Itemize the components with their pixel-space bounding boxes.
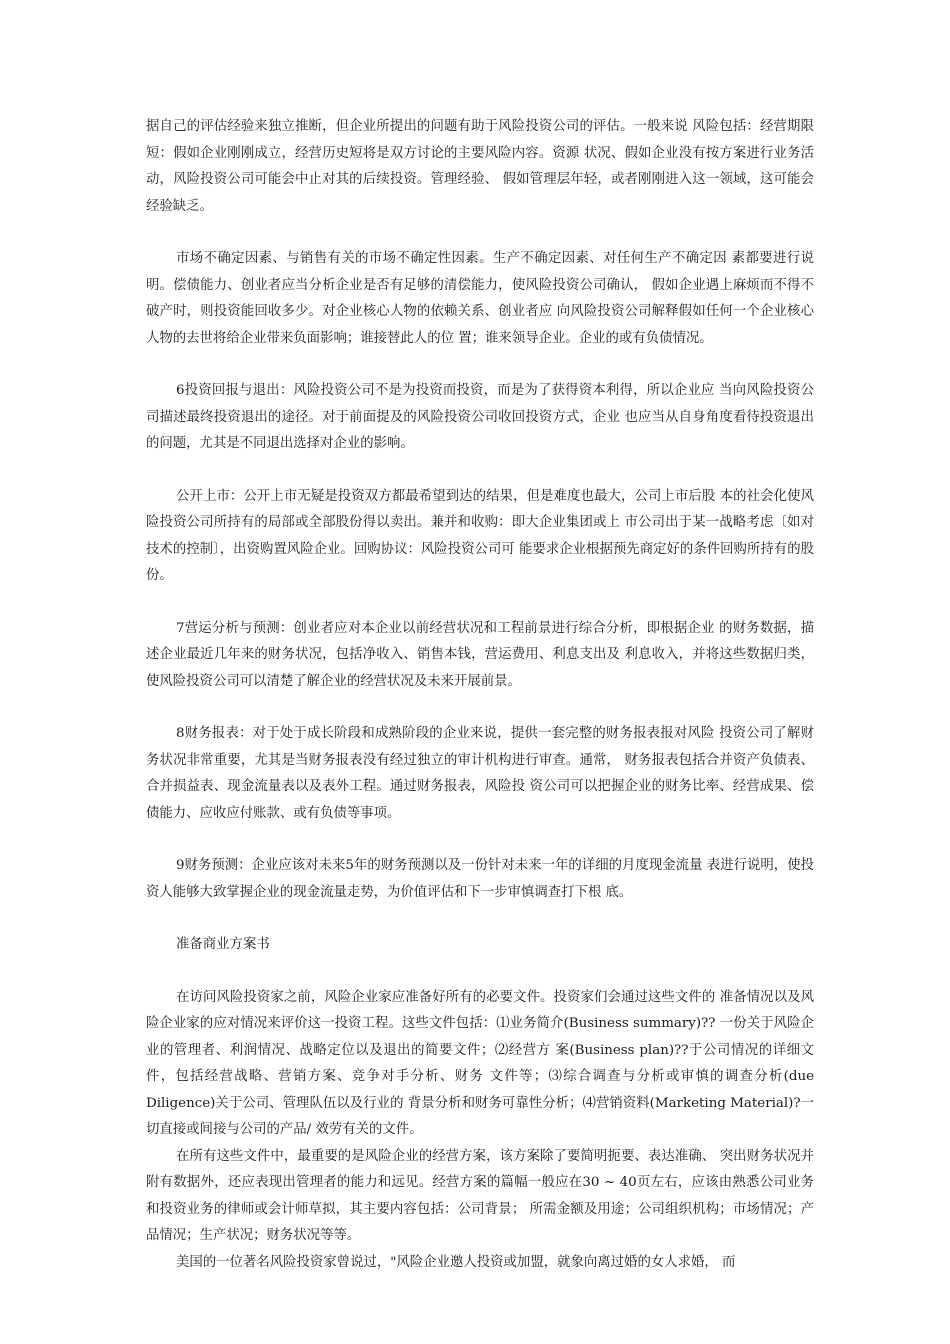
paragraph-financial-statements: 8财务报表：对于处于成长阶段和成熟阶段的企业来说，提供一套完整的财务报表报对风险 投资公司了解财务状况非常重要，尤其是当财务报表没有经过独立的审计机构进行审查。通常， 财务报表包括合并资产负债表、合并损益表、现金流量表以及表外工程。通过财务报表，风险投 资公司可以把握企业的财务比率、经营成果、偿债能力、应收应付账款、或有负债等事项。 [146, 726, 814, 821]
paragraph-market-uncertainty: 市场不确定因素、与销售有关的市场不确定性因素。生产不确定因素、对任何生产不确定因 素都要进行说明。偿债能力、创业者应当分析企业是否有足够的清偿能力，使风险投资公司确认， 假如企业遇上麻烦而不得不破产时，则投资能回收多少。对企业核心人物的依赖关系、创业者应 向风险投资公司解释假如任何一个企业核心人物的去世将给企业带来负面影响；谁接替此人的位 置；谁来领导企业。企业的或有负债情况。 [146, 251, 814, 346]
paragraph-ipo: 公开上市：公开上市无疑是投资双方都最希望到达的结果，但是难度也最大，公司上市后股 本的社会化使风险投资公司所持有的局部或全部股份得以卖出。兼并和收购：即大企业集团或上 市公司出于某一战略考虑〔如对技术的控制〕，出资购置风险企业。回购协议：风险投资公司可 能要求企业根据预先商定好的条件回购所持有的股份。 [146, 488, 814, 583]
paragraph-business-plan: 在所有这些文件中，最重要的是风险企业的经营方案，该方案除了要简明扼要、表达准确、 突出财务状况并附有数据外，还应表现出管理者的能力和远见。经营方案的篇幅一般应在30 ~ 40页左右，应该由熟悉公司业务和投资业务的律师或会计师草拟，其主要内容包括：公司背景； 所需金额及用途；公司组织机构；市场情况；产品情况；生产状况；财务状况等等。 [146, 1148, 814, 1243]
document-body [146, 114, 814, 1276]
paragraph-financial-forecast: 9财务预测：企业应该对未来5年的财务预测以及一份针对未来一年的详细的月度现金流量 表进行说明，使投资人能够大致掌握企业的现金流量走势，为价值评估和下一步审慎调查打下根 底。 [146, 858, 814, 900]
paragraph-documents: 在访问风险投资家之前，风险企业家应准备好所有的必要文件。投资家们会通过这些文件的 准备情况以及风险企业家的应对情况来评价这一投资工程。这些文件包括：⑴业务简介(Business summary)?? 一份关于风险企业的管理者、利润情况、战略定位以及退出的简要文件；⑵经营方 案(Business plan)??于公司情况的详细文件，包括经营战略、营销方案、竞争对手分析、财务 文件等；⑶综合调查与分析或审慎的调查分析(due Diligence)关于公司、管理队伍以及行业的 背景分析和财务可靠性分析；⑷营销资料(Marketing Material)?一切直接或间接与公司的产品/ 效劳有关的文件。 [146, 989, 814, 1137]
paragraph-operation-analysis: 7营运分析与预测：创业者应对本企业以前经营状况和工程前景进行综合分析，即根据企业 的财务数据，描述企业最近几年来的财务状况，包括净收入、销售本钱，营运费用、利息支出及 利息收入，并将这些数据归类，使风险投资公司可以清楚了解企业的经营状况及未来开展前景。 [146, 620, 814, 689]
paragraph-quote: 美国的一位著名风险投资家曾说过，"风险企业邀人投资或加盟，就象向离过婚的女人求婚， 而 [176, 1254, 736, 1270]
paragraph-investment-return: 6投资回报与退出：风险投资公司不是为投资而投资，而是为了获得资本利得，所以企业应 当向风险投资公司描述最终投资退出的途径。对于前面提及的风险投资公司收回投资方式，企业 也应当从自身角度看待投资退出的问题，尤其是不同退出选择对企业的影响。 [146, 383, 814, 451]
section-heading-business-plan: 准备商业方案书 [176, 937, 270, 952]
paragraph-risk-intro: 据自己的评估经验来独立推断，但企业所提出的问题有助于风险投资公司的评估。一般来说 风险包括：经营期限短：假如企业刚刚成立，经营历史短将是双方讨论的主要风险内容。资源 状况、假如企业没有按方案进行业务活动，风险投资公司可能会中止对其的后续投资。管理经验、 假如管理层年轻，或者刚刚进入这一领域，这可能会经验缺乏。 [146, 119, 814, 214]
